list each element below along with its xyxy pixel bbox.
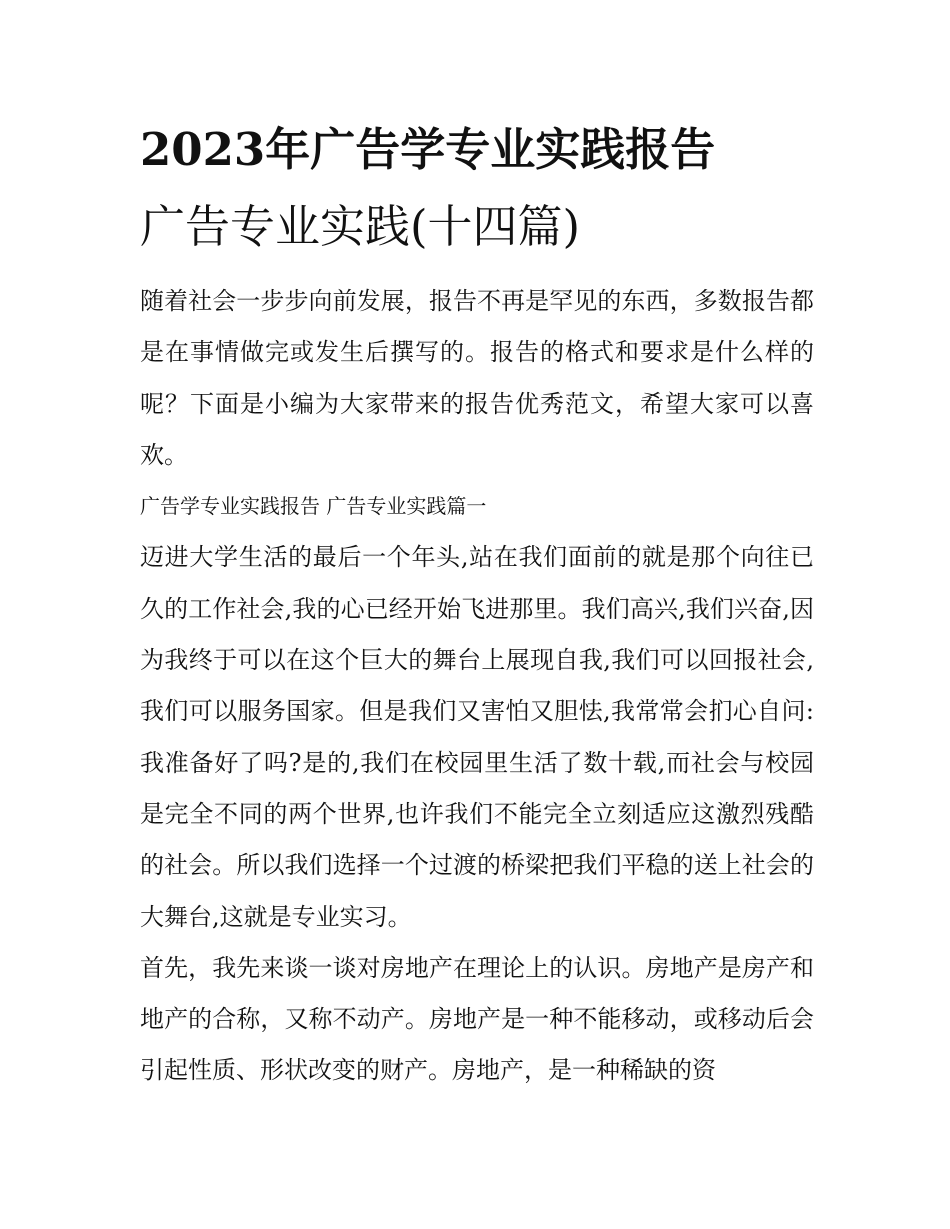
section-heading: 广告学专业实践报告 广告专业实践篇一: [140, 494, 487, 519]
body-paragraph-1: 迈进大学生活的最后一个年头,站在我们面前的就是那个向往已久的工作社会,我的心已经开始飞进那里。我们高兴,我们兴奋,因为我终于可以在这个巨大的舞台上展现自我,我们可以回报社会,我们可以服务国家。但是我们又害怕又胆怯,我常常会扪心自问:我准备好了吗?是的,我们在校园里生活了数十载,而社会与校园是完全不同的两个世界,也许我们不能完全立刻适应这激烈残酷的社会。所以我们选择一个过渡的桥梁把我们平稳的送上社会的大舞台,这就是专业实习。: [140, 543, 814, 931]
body-paragraph-2: 首先，我先来谈一谈对房地产在理论上的认识。房地产是房产和地产的合称，又称不动产。房地产是一种不能移动，或移动后会引起性质、形状改变的财产。房地产，是一种稀缺的资: [140, 953, 814, 1085]
document-title-line-1: 2023年广告学专业实践报告: [140, 123, 716, 176]
document-title-line-2: 广告专业实践(十四篇): [140, 200, 581, 253]
intro-paragraph: 随着社会一步步向前发展，报告不再是罕见的东西，多数报告都是在事情做完或发生后撰写的。报告的格式和要求是什么样的呢？下面是小编为大家带来的报告优秀范文，希望大家可以喜欢。: [140, 287, 814, 469]
document-body: [140, 276, 814, 1097]
